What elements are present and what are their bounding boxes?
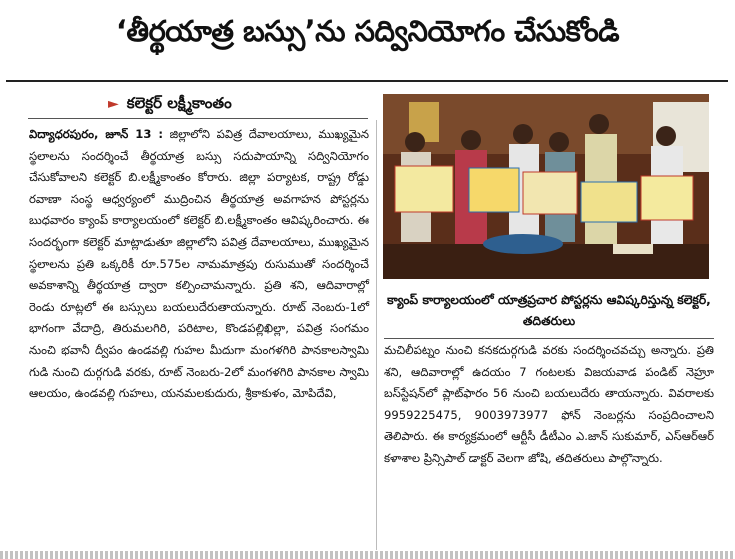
arrow-icon: ► <box>108 96 119 112</box>
page-border <box>0 551 735 559</box>
left-column <box>29 124 369 405</box>
news-photo <box>383 94 709 279</box>
byline-divider <box>28 118 368 119</box>
right-column-text: మచిలీపట్నం నుంచి కనకదుర్గగుడి వరకు సందర్శించవచ్చు అన్నారు. ప్రతి శని, ఆదివారాల్లో ఉదయం 7 గంటలకు విజయవాడ పండిట్‌ నెహ్రూ బస్‌స్టేషన్‌లో ప్లాట్‌ఫారం 56 నుంచి బయలుదేరు తాయన్నారు. వివరాలకు 9959225475, 9003973977 ఫోన్‌ నెంబర్లను సంప్రదించాలని తెలిపారు. ఈ కార్యక్రమంలో ఆర్టీసీ డీటీఎం ఎ.జాన్‌ సుకుమార్‌, ఎస్‌ఆర్‌ఆర్‌ కళాశాల ప్రిన్సిపాల్‌ డాక్టర్‌ వెలగా జోషి, తదితరులు పాల్గొన్నారు. <box>384 343 714 465</box>
column-divider <box>376 120 377 550</box>
left-column-text: జిల్లాలోని పవిత్ర దేవాలయాలు, ముఖ్యమైన స్థలాలను సందర్శించే తీర్థయాత్ర బస్సు సదుపాయాన్ని సద్వినియోగం చేసుకోవాలని కలెక్టర్‌ బి.లక్ష్మీకాంతం కోరారు. జిల్లా పర్యాటక, రాష్ట్ర రోడ్డు రవాణా సంస్థ ఆధ్వర్యంలో ముద్రించిన తీర్థయాత్ర అవగాహన పోస్టర్లను బుధవారం క్యాంప్‌ కార్యాలయంలో కలెక్టర్‌ బి.లక్ష్మీకాంతం ఆవిష్కరించారు. ఈ సందర్భంగా కలెక్టర్‌ మాట్లాడుతూ జిల్లాలోని పవిత్ర దేవాలయాలు, ముఖ్యమైన స్థలాలను ప్రతి ఒక్కరికీ రూ.575ల నామమాత్రపు రుసుముతో సందర్శించే అవకాశాన్ని తీర్థయాత్ర ద్వారా కల్పించామన్నారు. ప్రతి శని, ఆదివారాల్లో రెండు రూట్లలో ఈ బస్సులు బయలుదేరుతాయన్నారు. రూట్‌ నెంబరు-1లో భాగంగా వేదాద్రి, తిరుమలగిరి, పరిటాల, కొండపల్లిఖిల్లా, పవిత్ర సంగమం నుంచి భవానీ ద్వీపం ఉండవల్లి గుహల మీదుగా మంగళగిరి పానకాలస్వామి గుడి నుంచి దుర్గగుడి వరకు, రూట్‌ నెంబరు-2లో మంగళగిరి పానకాల స్వామి ఆలయం, ఉండవల్లి గుహలు, యనమలకుదురు, శ్రీకాకుళం, మోపిదేవి, <box>29 127 370 401</box>
headline: ‘తీర్థయాత్ర బస్సు’ను సద్వినియోగం చేసుకోండి <box>115 14 620 48</box>
byline-text: కలెక్టర్‌ లక్ష్మీకాంతం <box>126 94 232 112</box>
right-column <box>384 340 714 470</box>
caption-divider <box>384 338 714 339</box>
byline <box>108 94 232 116</box>
headline-divider <box>6 80 728 82</box>
dateline: విద్యాధరపురం, జూన్‌ 13 : <box>29 127 163 141</box>
photo-caption: క్యాంప్‌ కార్యాలయంలో యాత్రప్రచార పోస్టర్లను ఆవిష్కరిస్తున్న కలెక్టర్‌, తదితరులు <box>387 293 711 328</box>
